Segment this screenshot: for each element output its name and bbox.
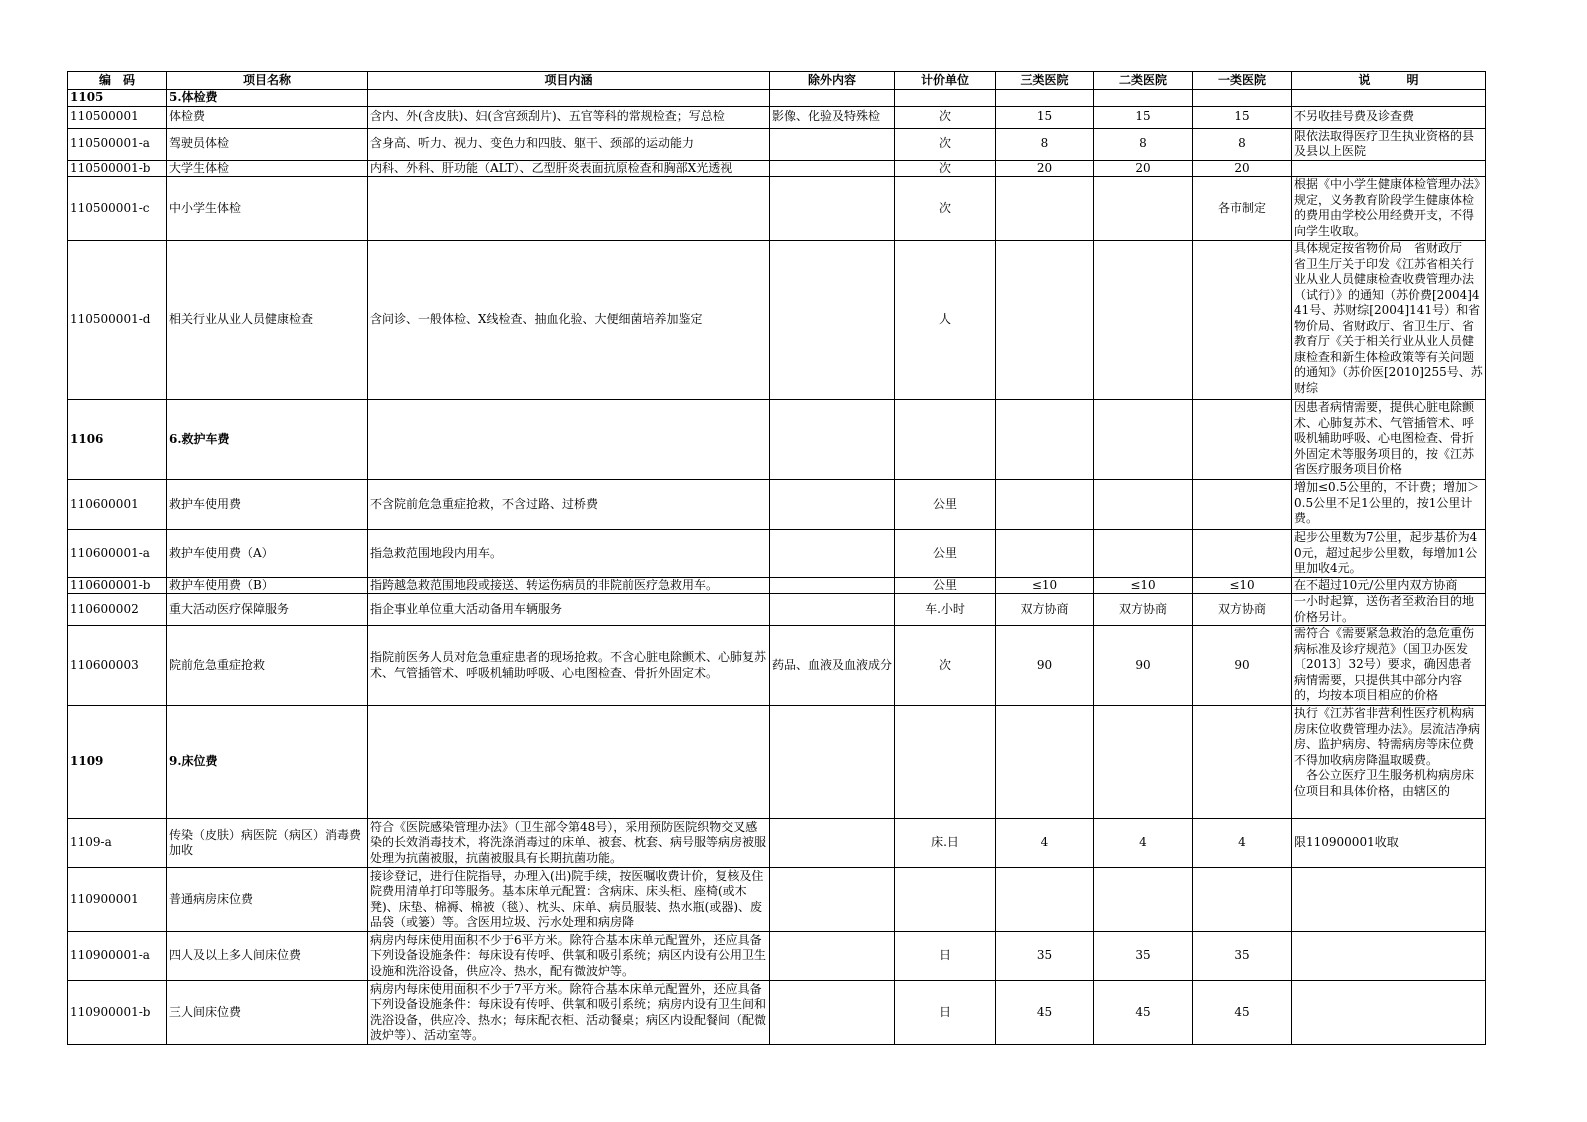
- cell-code: 110500001-c: [68, 177, 167, 241]
- cell-class2: [1094, 400, 1193, 480]
- cell-content: 指企事业单位重大活动备用车辆服务: [368, 594, 770, 626]
- cell-code: 110500001: [68, 106, 167, 128]
- cell-note: [1292, 160, 1486, 177]
- cell-note: 增加≤0.5公里的，不计费；增加＞0.5公里不足1公里的，按1公里计费。: [1292, 480, 1486, 530]
- cell-class1: 20: [1193, 160, 1292, 177]
- cell-content: 内科、外科、肝功能（ALT）、乙型肝炎表面抗原检查和胸部X光透视: [368, 160, 770, 177]
- cell-class1: 35: [1193, 932, 1292, 981]
- cell-exclusion: 药品、血液及血液成分: [770, 626, 895, 706]
- cell-code: 110500001-a: [68, 128, 167, 160]
- cell-code: 110600001-b: [68, 577, 167, 594]
- cell-unit: [895, 90, 996, 107]
- cell-content: 指跨越急救范围地段或接送、转运伤病员的非院前医疗急救用车。: [368, 577, 770, 594]
- cell-name: 9.床位费: [167, 706, 368, 819]
- cell-note: 起步公里数为7公里，起步基价为40元，超过起步公里数，每增加1公里加收4元。: [1292, 530, 1486, 578]
- cell-class1: 各市制定: [1193, 177, 1292, 241]
- cell-class3: [996, 90, 1094, 107]
- cell-name: 院前危急重症抢救: [167, 626, 368, 706]
- cell-name: 重大活动医疗保障服务: [167, 594, 368, 626]
- cell-unit: [895, 868, 996, 932]
- header-code: 编 码: [68, 72, 167, 90]
- table-row: [68, 530, 1486, 578]
- header-unit: 计价单位: [895, 72, 996, 90]
- cell-exclusion: [770, 177, 895, 241]
- table-row: [68, 819, 1486, 868]
- cell-class3: 90: [996, 626, 1094, 706]
- cell-unit: 次: [895, 128, 996, 160]
- cell-name: 驾驶员体检: [167, 128, 368, 160]
- cell-class1: [1193, 530, 1292, 578]
- cell-name: 传染（皮肤）病医院（病区）消毒费加收: [167, 819, 368, 868]
- cell-note: 不另收挂号费及诊查费: [1292, 106, 1486, 128]
- cell-content: 病房内每床使用面积不少于6平方米。除符合基本床单元配置外，还应具备下列设备设施条件：每床设有传呼、供氧和吸引系统；病区内设有公用卫生设施和洗浴设备，供应冷、热水，配有微波炉等。: [368, 932, 770, 981]
- header-note: 说 明: [1292, 72, 1486, 90]
- cell-unit: 日: [895, 932, 996, 981]
- cell-code: 110500001-d: [68, 241, 167, 400]
- table-row: [68, 128, 1486, 160]
- cell-unit: 公里: [895, 480, 996, 530]
- cell-class3: 45: [996, 981, 1094, 1045]
- cell-content: [368, 706, 770, 819]
- cell-class3: [996, 241, 1094, 400]
- table-row: [68, 177, 1486, 241]
- cell-content: 不含院前危急重症抢救，不含过路、过桥费: [368, 480, 770, 530]
- cell-name: 大学生体检: [167, 160, 368, 177]
- header-exclusion: 除外内容: [770, 72, 895, 90]
- cell-class1: ≤10: [1193, 577, 1292, 594]
- cell-code: 110900001-b: [68, 981, 167, 1045]
- cell-name: 四人及以上多人间床位费: [167, 932, 368, 981]
- cell-unit: 次: [895, 160, 996, 177]
- cell-exclusion: [770, 400, 895, 480]
- table-row: [68, 626, 1486, 706]
- cell-unit: [895, 400, 996, 480]
- cell-exclusion: [770, 932, 895, 981]
- table-row: [68, 106, 1486, 128]
- table-row: [68, 400, 1486, 480]
- cell-class1: 15: [1193, 106, 1292, 128]
- cell-content: 含内、外(含皮肤)、妇(含宫颈刮片)、五官等科的常规检查；写总检: [368, 106, 770, 128]
- cell-class1: 8: [1193, 128, 1292, 160]
- cell-exclusion: 影像、化验及特殊检: [770, 106, 895, 128]
- cell-class1: [1193, 868, 1292, 932]
- cell-unit: 次: [895, 106, 996, 128]
- cell-class2: [1094, 868, 1193, 932]
- cell-name: 救护车使用费: [167, 480, 368, 530]
- cell-class3: 8: [996, 128, 1094, 160]
- cell-class2: [1094, 90, 1193, 107]
- cell-class3: [996, 400, 1094, 480]
- cell-code: 110600003: [68, 626, 167, 706]
- cell-class2: 35: [1094, 932, 1193, 981]
- header-class2: 二类医院: [1094, 72, 1193, 90]
- cell-class1: [1193, 90, 1292, 107]
- header-class3: 三类医院: [996, 72, 1094, 90]
- cell-class3: 4: [996, 819, 1094, 868]
- cell-note: 一小时起算，送伤者至救治目的地价格另计。: [1292, 594, 1486, 626]
- cell-class2: 45: [1094, 981, 1193, 1045]
- cell-name: 中小学生体检: [167, 177, 368, 241]
- cell-note: 限110900001收取: [1292, 819, 1486, 868]
- cell-class2: 4: [1094, 819, 1193, 868]
- cell-code: 110600002: [68, 594, 167, 626]
- cell-exclusion: [770, 594, 895, 626]
- cell-class1: 90: [1193, 626, 1292, 706]
- table-row: [68, 868, 1486, 932]
- cell-note: [1292, 868, 1486, 932]
- cell-code: 110900001-a: [68, 932, 167, 981]
- cell-exclusion: [770, 819, 895, 868]
- cell-class1: 4: [1193, 819, 1292, 868]
- cell-class2: ≤10: [1094, 577, 1193, 594]
- cell-exclusion: [770, 981, 895, 1045]
- cell-class2: 20: [1094, 160, 1193, 177]
- cell-class3: 15: [996, 106, 1094, 128]
- cell-class3: [996, 868, 1094, 932]
- table-row: [68, 932, 1486, 981]
- cell-exclusion: [770, 706, 895, 819]
- cell-exclusion: [770, 530, 895, 578]
- cell-exclusion: [770, 480, 895, 530]
- cell-unit: 次: [895, 626, 996, 706]
- cell-note: 限依法取得医疗卫生执业资格的县及县以上医院: [1292, 128, 1486, 160]
- table-row: [68, 594, 1486, 626]
- cell-unit: 床.日: [895, 819, 996, 868]
- header-content: 项目内涵: [368, 72, 770, 90]
- cell-class2: [1094, 480, 1193, 530]
- cell-content: 符合《医院感染管理办法》（卫生部令第48号），采用预防医院织物交叉感染的长效消毒技术，将洗涤消毒过的床单、被套、枕套、病号服等病房被服处理为抗菌被服，抗菌被服具有长期抗菌功能。: [368, 819, 770, 868]
- header-row: [68, 72, 1486, 90]
- cell-class3: [996, 706, 1094, 819]
- header-class1: 一类医院: [1193, 72, 1292, 90]
- cell-name: 相关行业从业人员健康检查: [167, 241, 368, 400]
- cell-content: 病房内每床使用面积不少于7平方米。除符合基本床单元配置外，还应具备下列设备设施条件：每床设有传呼、供氧和吸引系统；病房内设有卫生间和洗浴设备，供应冷、热水；每床配衣柜、活动餐桌；病区内设配餐间（配微波炉等）、活动室等。: [368, 981, 770, 1045]
- cell-code: 1109: [68, 706, 167, 819]
- cell-name: 5.体检费: [167, 90, 368, 107]
- cell-class1: [1193, 480, 1292, 530]
- cell-class2: 双方协商: [1094, 594, 1193, 626]
- cell-unit: 次: [895, 177, 996, 241]
- cell-code: 110600001: [68, 480, 167, 530]
- cell-name: 体检费: [167, 106, 368, 128]
- cell-exclusion: [770, 128, 895, 160]
- cell-note: 需符合《需要紧急救治的急危重伤病标准及诊疗规范》（国卫办医发〔2013〕32号）要求，确因患者病情需要，只提供其中部分内容的，均按本项目相应的价格: [1292, 626, 1486, 706]
- cell-code: 110900001: [68, 868, 167, 932]
- cell-note: [1292, 90, 1486, 107]
- cell-content: 含问诊、一般体检、X线检查、抽血化验、大便细菌培养加鉴定: [368, 241, 770, 400]
- cell-class1: [1193, 706, 1292, 819]
- cell-code: 1105: [68, 90, 167, 107]
- cell-code: 110500001-b: [68, 160, 167, 177]
- cell-class1: [1193, 400, 1292, 480]
- cell-note: [1292, 981, 1486, 1045]
- cell-class1: 双方协商: [1193, 594, 1292, 626]
- cell-note: 在不超过10元/公里内双方协商: [1292, 577, 1486, 594]
- cell-class1: 45: [1193, 981, 1292, 1045]
- cell-class3: 35: [996, 932, 1094, 981]
- cell-content: [368, 90, 770, 107]
- table-row: [68, 706, 1486, 819]
- cell-exclusion: [770, 241, 895, 400]
- cell-class2: [1094, 241, 1193, 400]
- cell-content: [368, 177, 770, 241]
- table-row: [68, 90, 1486, 107]
- cell-class2: [1094, 177, 1193, 241]
- cell-class2: [1094, 530, 1193, 578]
- cell-class2: 8: [1094, 128, 1193, 160]
- header-name: 项目名称: [167, 72, 368, 90]
- cell-note: 因患者病情需要，提供心脏电除颤术、心肺复苏术、气管插管术、呼吸机辅助呼吸、心电图检查、骨折外固定术等服务项目的，按《江苏省医疗服务项目价格: [1292, 400, 1486, 480]
- cell-code: 1106: [68, 400, 167, 480]
- table-row: [68, 981, 1486, 1045]
- cell-name: 救护车使用费（A）: [167, 530, 368, 578]
- cell-unit: 公里: [895, 577, 996, 594]
- cell-content: 指急救范围地段内用车。: [368, 530, 770, 578]
- cell-class3: [996, 530, 1094, 578]
- cell-class3: ≤10: [996, 577, 1094, 594]
- cell-exclusion: [770, 868, 895, 932]
- cell-name: 三人间床位费: [167, 981, 368, 1045]
- cell-note: 执行《江苏省非营利性医疗机构病房床位收费管理办法》。层流洁净病房、监护病房、特需病房等床位费不得加收病房降温取暖费。 各公立医疗卫生服务机构病房床位项目和具体价格，由辖区的: [1292, 706, 1486, 819]
- cell-name: 普通病房床位费: [167, 868, 368, 932]
- cell-code: 1109-a: [68, 819, 167, 868]
- cell-unit: 公里: [895, 530, 996, 578]
- cell-content: 含身高、听力、视力、变色力和四肢、躯干、颈部的运动能力: [368, 128, 770, 160]
- cell-note: 具体规定按省物价局 省财政厅 省卫生厅关于印发《江苏省相关行业从业人员健康检查收费管理办法（试行）》的通知（苏价费[2004]441号、苏财综[2004]141号）和省物价局、省财政厅、省卫生厅、省教育厅《关于相关行业从业人员健康检查和新生体检政策等有关问题的通知》（苏价医[2010]255号、苏财综: [1292, 241, 1486, 400]
- cell-content: [368, 400, 770, 480]
- cell-unit: 人: [895, 241, 996, 400]
- cell-class2: [1094, 706, 1193, 819]
- cell-exclusion: [770, 577, 895, 594]
- cell-note: 根据《中小学生健康体检管理办法》规定，义务教育阶段学生健康体检的费用由学校公用经费开支，不得向学生收取。: [1292, 177, 1486, 241]
- cell-content: 指院前医务人员对危急重症患者的现场抢救。不含心脏电除颤术、心肺复苏术、气管插管术、呼吸机辅助呼吸、心电图检查、骨折外固定术。: [368, 626, 770, 706]
- cell-note: [1292, 932, 1486, 981]
- cell-content: 接诊登记，进行住院指导，办理入(出)院手续，按医嘱收费计价，复核及住院费用清单打印等服务。基本床单元配置：含病床、床头柜、座椅(或木凳)、床垫、棉褥、棉被（毯）、枕头、床单、病员服装、热水瓶(或器)、废品袋（或篓）等。含医用垃圾、污水处理和病房降: [368, 868, 770, 932]
- cell-unit: 日: [895, 981, 996, 1045]
- table-row: [68, 160, 1486, 177]
- cell-name: 6.救护车费: [167, 400, 368, 480]
- table-row: [68, 577, 1486, 594]
- cell-class1: [1193, 241, 1292, 400]
- cell-class3: [996, 177, 1094, 241]
- cell-exclusion: [770, 90, 895, 107]
- cell-class3: 双方协商: [996, 594, 1094, 626]
- cell-unit: [895, 706, 996, 819]
- cell-class2: 15: [1094, 106, 1193, 128]
- cell-class3: [996, 480, 1094, 530]
- table-row: [68, 480, 1486, 530]
- fee-table: [67, 71, 1486, 1045]
- cell-class3: 20: [996, 160, 1094, 177]
- cell-name: 救护车使用费（B）: [167, 577, 368, 594]
- table-row: [68, 241, 1486, 400]
- cell-unit: 车.小时: [895, 594, 996, 626]
- cell-class2: 90: [1094, 626, 1193, 706]
- cell-code: 110600001-a: [68, 530, 167, 578]
- cell-exclusion: [770, 160, 895, 177]
